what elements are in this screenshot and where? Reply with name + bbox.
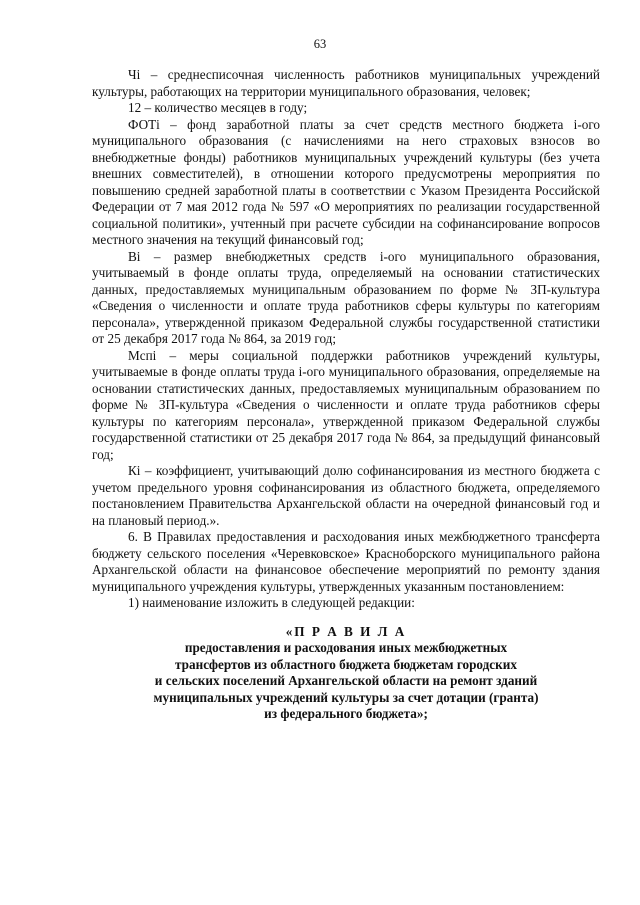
rules-title-line: трансфертов из областного бюджета бюджетам городских [175,656,517,672]
paragraph-fot-definition: ФОТi – фонд заработной платы за счет средств местного бюджета i-ого муниципального образования (с начислениями на него страховых взносов во внебюджетные фонды) работников муниципальных учреждений культуры (без учета внешних совместителей), в отношении которого предусмотрены мероприятия по повышению средней заработной платы в соответствии с Указом Президента Российской Федерации от 7 мая 2012 года № 597 «О мероприятиях по реализации государственной социальной политики», учтенный при расчете субсидии на софинансирование вопросов местного значения на текущий финансовый год; [92,116,600,247]
document-body [92,67,600,723]
rules-heading: «П Р А В И Л А [285,623,407,639]
paragraph-chi-definition: Чi – среднесписочная численность работников муниципальных учреждений культуры, работающих на территории муниципального образования, человек; [92,67,600,99]
page-number: 63 [313,37,327,51]
paragraph-months-definition: 12 – количество месяцев в году; [128,100,308,115]
rules-title-line: из федерального бюджета»; [264,706,428,721]
rules-title-line: муниципальных учреждений культуры за счет дотации (гранта) [153,689,539,705]
rules-title-line: и сельских поселений Архангельской области на ремонт зданий [154,673,538,688]
paragraph-k-definition: Кi – коэффициент, учитывающий долю софинансирования из местного бюджета с учетом предельного уровня софинансирования из областного бюджета, определяемого постановлением Правительства Архангельской области на очередной финансовый год и на плановый период.». [92,463,600,528]
paragraph-msp-definition: Мспi – меры социальной поддержки работников учреждений культуры, учитываемые в фонде оплаты труда i-ого муниципального образования, определяемые на основании статистических данных, предоставляемых муниципальным образованием по форме № ЗП-культура «Сведения о численности и оплате труда работников сферы культуры по категориям персонала», утвержденной приказом Федеральной службы государственной статистики от 25 декабря 2017 года № 864, за предыдущий финансовый год; [92,347,600,462]
paragraph-item-6: 6. В Правилах предоставления и расходования иных межбюджетного трансферта бюджету сельского поселения «Черевковское» Красноборского муниципального района Архангельской области на финансовое обеспечение мероприятий по ремонту здания муниципального учреждения культуры, утвержденных указанным постановлением: [92,529,600,594]
paragraph-v-definition: Вi – размер внебюджетных средств i-ого муниципального образования, учитываемый в фонде оплаты труда, определяемый на основании статистических данных, предоставляемых муниципальным образованием по форме № ЗП-культура «Сведения о численности и оплате труда работников сферы культуры по категориям персонала», утвержденной приказом Федеральной службы государственной статистики от 25 декабря 2017 года № 864, за 2019 год; [92,248,600,346]
rules-title-line: предоставления и расходования иных межбюджетных [184,640,508,655]
rules-title-block [92,624,600,723]
paragraph-subitem-1: 1) наименование изложить в следующей редакции: [128,595,415,610]
